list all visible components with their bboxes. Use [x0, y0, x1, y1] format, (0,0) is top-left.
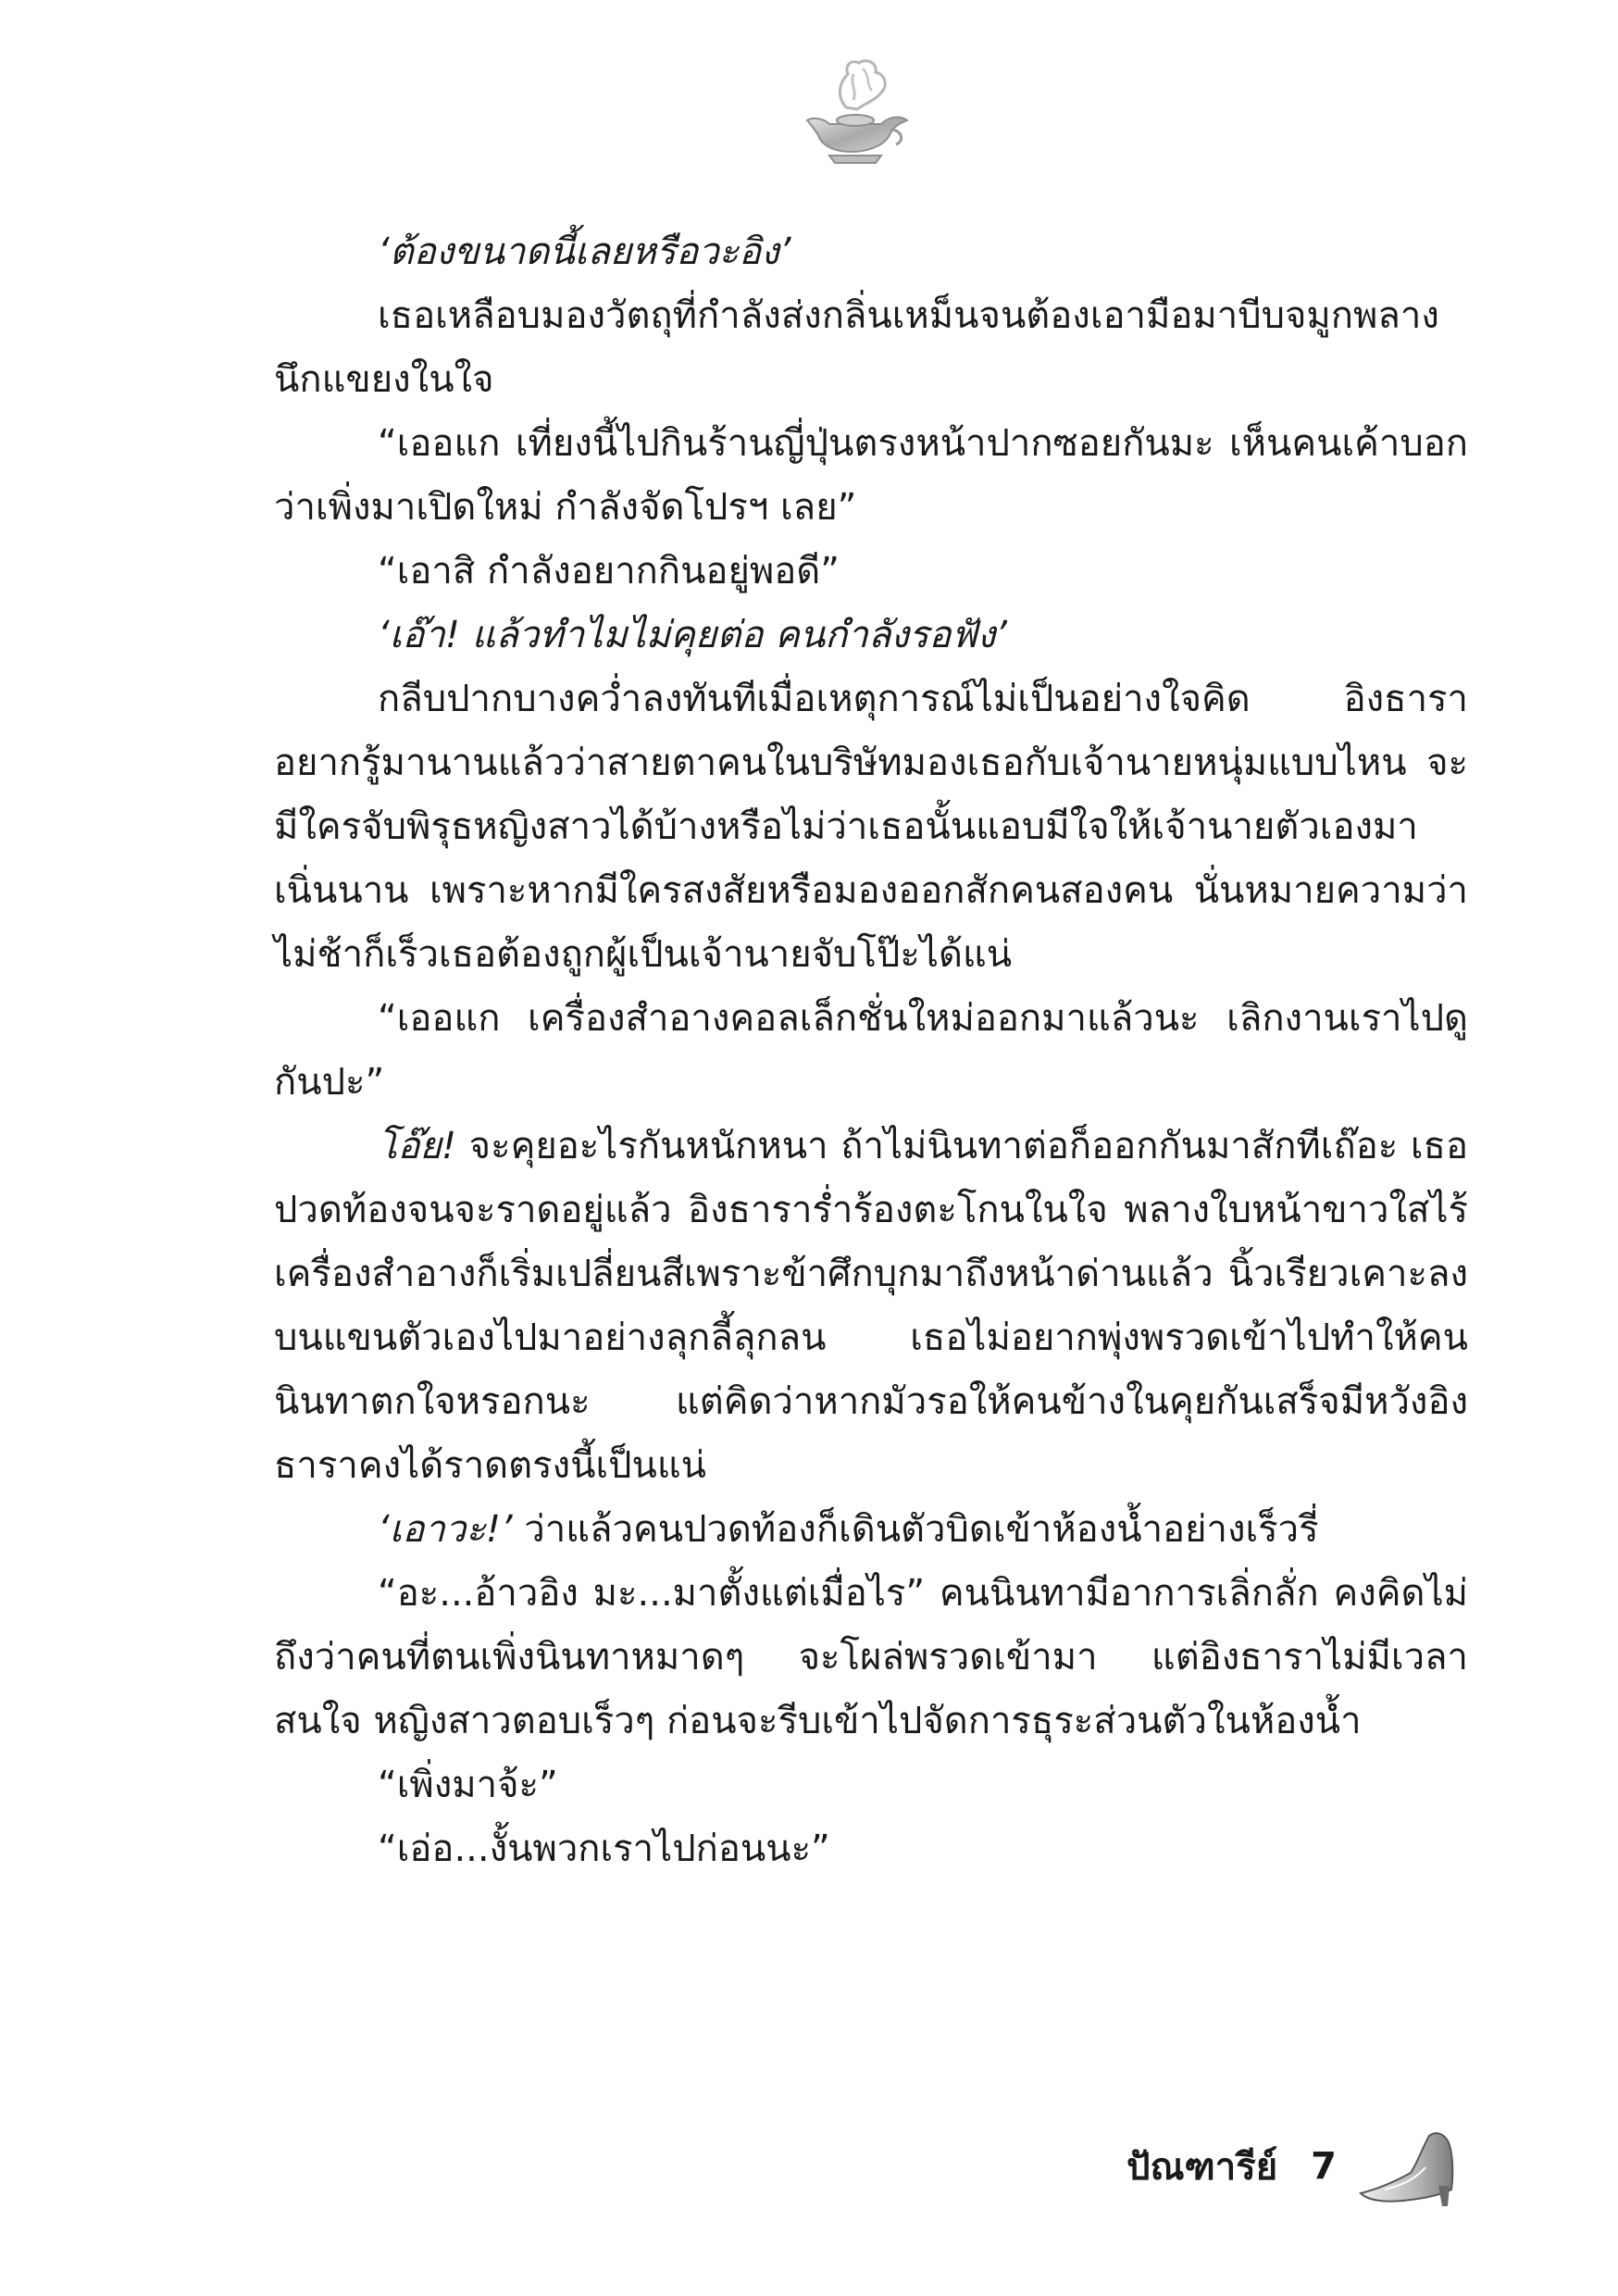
- text-run: จะคุยอะไรกันหนักหนา ถ้าไม่นินทาต่อก็ออกกันมาสักทีเถ๊อะ เธอปวดท้องจนจะราดอยู่แล้ว อิงธาราร่ำร้องตะโกนในใจ พลางใบหน้าขาวใสไร้เครื่องสำอางก็เริ่มเปลี่ยนสีเพราะข้าศึกบุกมาถึงหน้าด่านแล้ว นิ้วเรียวเคาะลงบนแขนตัวเองไปมาอย่างลุกลี้ลุกลน เธอไม่อยากพุ่งพรวดเข้าไปทำให้คนนินทาตกใจหรอกนะ แต่คิดว่าหากมัวรอให้คนข้างในคุยกันเสร็จมีหวังอิงธาราคงได้ราดตรงนี้เป็นแน่: [274, 1125, 1468, 1487]
- paragraph: [274, 668, 1468, 987]
- paragraph: [274, 412, 1468, 540]
- paragraph: [274, 1753, 1468, 1817]
- paragraph: [274, 1498, 1468, 1562]
- italic-text-run: ‘เอ๊า! แล้วทำไมไม่คุยต่อ คนกำลังรอฟัง’: [378, 614, 1007, 656]
- paragraph: [274, 987, 1468, 1115]
- text-run: “เอ่อ...งั้นพวกเราไปก่อนนะ”: [378, 1828, 830, 1870]
- paragraph: [274, 1817, 1468, 1881]
- chapter-body-text: [274, 220, 1468, 1881]
- text-run: ว่าแล้วคนปวดท้องก็เดินตัวบิดเข้าห้องน้ำอย่างเร็วรี่: [512, 1508, 1319, 1551]
- text-run: “อะ...อ้าวอิง มะ...มาตั้งแต่เมื่อไร” คนนินทามีอาการเลิ่กลั่ก คงคิดไม่ถึงว่าคนที่ตนเพิ่งนินทาหมาดๆ จะโผล่พรวดเข้ามา แต่อิงธาราไม่มีเวลาสนใจ หญิงสาวตอบเร็วๆ ก่อนจะรีบเข้าไปจัดการธุระส่วนตัวในห้องน้ำ: [274, 1572, 1468, 1742]
- italic-text-run: โอ๊ย!: [378, 1125, 456, 1167]
- text-run: “เอาสิ กำลังอยากกินอยู่พอดี”: [378, 550, 840, 593]
- magic-lamp-icon: [792, 56, 913, 167]
- paragraph: [274, 604, 1468, 668]
- text-run: “เพิ่งมาจ้ะ”: [378, 1764, 558, 1806]
- paragraph: [274, 220, 1468, 284]
- text-run: “เออแก เที่ยงนี้ไปกินร้านญี่ปุ่นตรงหน้าปากซอยกันมะ เห็นคนเค้าบอกว่าเพิ่งมาเปิดใหม่ กำลังจัดโปรฯ เลย”: [274, 422, 1468, 529]
- text-run: เธอเหลือบมองวัตถุที่กำลังส่งกลิ่นเหม็นจนต้องเอามือมาบีบจมูกพลางนึกแขยงในใจ: [274, 294, 1439, 401]
- text-run: กลีบปากบางคว่ำลงทันทีเมื่อเหตุการณ์ไม่เป็นอย่างใจคิด อิงธาราอยากรู้มานานแล้วว่าสายตาคนในบริษัทมองเธอกับเจ้านายหนุ่มแบบไหน จะมีใครจับพิรุธหญิงสาวได้บ้างหรือไม่ว่าเธอนั้นแอบมีใจให้เจ้านายตัวเองมาเนิ่นนาน เพราะหากมีใครสงสัยหรือมองออกสักคนสองคน นั่นหมายความว่าไม่ช้าก็เร็วเธอต้องถูกผู้เป็นเจ้านายจับโป๊ะได้แน่: [274, 678, 1468, 976]
- paragraph: [274, 284, 1468, 412]
- paragraph: [274, 540, 1468, 604]
- author-name: ปัณฑารีย์: [1126, 2146, 1278, 2189]
- paragraph: [274, 1115, 1468, 1498]
- page-number: 7: [1311, 2145, 1337, 2188]
- italic-text-run: ‘เอาวะ!’: [378, 1508, 513, 1551]
- high-heel-shoe-icon: [1357, 2125, 1459, 2208]
- page-footer: [1126, 2111, 1459, 2222]
- text-run: “เออแก เครื่องสำอางคอลเล็กชั่นใหม่ออกมาแล้วนะ เลิกงานเราไปดูกันปะ”: [274, 997, 1468, 1104]
- paragraph: [274, 1562, 1468, 1753]
- italic-text-run: ‘ต้องขนาดนี้เลยหรือวะอิง’: [378, 231, 791, 273]
